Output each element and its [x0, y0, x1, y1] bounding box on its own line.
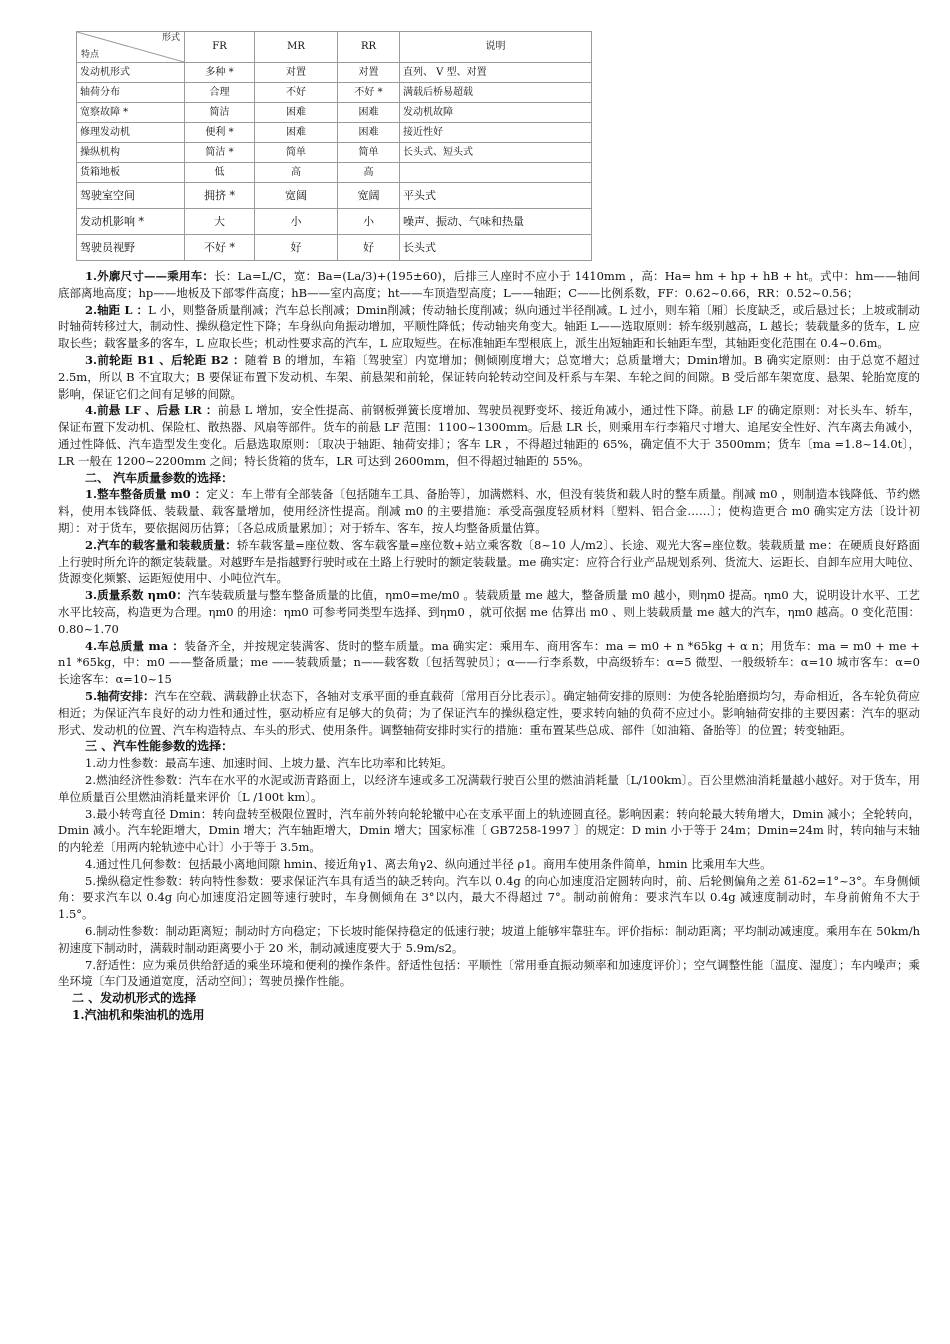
cell-mr: 困难	[255, 123, 338, 143]
cell-rr: 宽阔	[338, 183, 400, 209]
paragraph: 7.舒适性：应为乘员供给舒适的乘坐环境和便利的操作条件。舒适性包括：平顺性〔常用垂直振动频率和加速度评价〕；空气调整性能〔温度、湿度〕；车内噪声；乘坐环境〔车门及通道宽度，活动空间〕；驾驶员操作性能。	[58, 957, 920, 989]
paragraph-lead: 4.前悬 LF 、后悬 LR ：	[85, 403, 218, 418]
cell-fr: 低	[185, 163, 255, 183]
cell-mr: 对置	[255, 63, 338, 83]
row-label: 发动机形式	[77, 63, 185, 83]
body-text	[58, 268, 920, 1024]
cell-note: 平头式	[400, 183, 592, 209]
cell-rr: 困难	[338, 103, 400, 123]
paragraph-lead: 1.外廓尺寸——乘用车：	[85, 269, 215, 283]
cell-mr: 高	[255, 163, 338, 183]
cell-rr: 对置	[338, 63, 400, 83]
paragraph	[58, 402, 920, 469]
cell-rr: 简单	[338, 143, 400, 163]
cell-note: 接近性好	[400, 123, 592, 143]
section-heading: 三 、汽车性能参数的选择：	[85, 739, 234, 754]
table-row	[77, 83, 592, 103]
row-label: 驾驶员视野	[77, 235, 185, 261]
paragraph-lead: 4.车总质量 ma ：	[85, 638, 185, 653]
paragraph: 1.动力性参数：最高车速、加速时间、上坡力量、汽车比功率和比转矩。	[85, 756, 453, 771]
table-corner-cell	[77, 32, 185, 63]
paragraph-text: L 小，则整备质量削减；汽车总长削减；Dmin削减；传动轴长度削减；纵向通过半径削减。L 过小，则车箱〔厢〕长度缺乏，或后悬过长；上坡或制动时轴荷转移过大，制动性、操纵稳定性下降；车身纵向角振动增加，平顺性降低；传动轴夹角变大。轴距 L——选取原则：轿车级别越高，L 越长；装载量多的货车，L 应取长些；载客量多的客车，L 应取长些；机动性要求高的汽车，L 应取短些。在标准轴距车型根底上，派生出短轴距和长轴距车型，其轴距变化范围在 0.4~0.6m。	[58, 302, 920, 351]
paragraph-lead: 5.轴荷安排：	[85, 688, 155, 703]
paragraph-text: 长：La=L/C，宽：Ba=(La/3)+(195±60)，后排三人座时不应小于 1410mm ，高：Ha= hm + hp + hB + ht。式中：hm——轴间底部离地高度；hp——地板及下部零件高度；hB——室内高度；ht——车顶造型高度；L——轴距；C——比例系数，FF：0.62~0.66，RR：0.52~0.56；	[58, 269, 920, 300]
cell-fr: 便利 *	[185, 123, 255, 143]
paragraph	[58, 302, 920, 352]
table-header-row	[77, 32, 592, 63]
paragraph: 3.最小转弯直径 Dmin：转向盘转至极限位置时，汽车前外转向轮轮辙中心在支承平面上的轨迹圆直径。影响因素：转向轮最大转角增大，Dmin 减小；全轮转向，Dmin 减小。汽车轮距增大，Dmin 增大；汽车轴距增大，Dmin 增大；国家标准〔 GB7258-1997 〕的规定：D min 小于等于 24m；Dmin=24m 时，转向轴与末轴的内轮差〔用两内轮轨迹中心计〕小于等于 3.5m。	[58, 806, 920, 855]
paragraph-text: 轿车载客量=座位数、客车载客量=座位数+站立乘客数〔8~10 人/m2〕、长途、观光大客=座位数。装载质量 me：在硬质良好路面上行驶时所允许的额定装载量。对越野车是指越野行驶时或在土路上行驶时的额定装载量。me 确实定：应符合行业产品规划系列、货流大、运距长、自卸车应用大吨位、货源变化频繁、运距短使用中、小吨位汽车。	[58, 537, 920, 586]
cell-note: 长头式	[400, 235, 592, 261]
row-label: 修理发动机	[77, 123, 185, 143]
paragraph	[58, 688, 920, 738]
cell-note	[400, 163, 592, 183]
paragraph-lead: 2.汽车的载客量和装载质量：	[85, 537, 237, 552]
section-heading: 二 、发动机形式的选择	[72, 991, 197, 1006]
cell-mr: 宽阔	[255, 183, 338, 209]
paragraph	[58, 638, 920, 688]
table-row	[77, 183, 592, 209]
paragraph-text: 装备齐全，并按规定装满客、货时的整车质量。ma 确实定：乘用车、商用客车：ma = m0 + n *65kg + α n；用货车：ma = m0 + me + n1 *65kg，中：m0 ——整备质量；me ——装载质量；n——载客数〔包括驾驶员〕；α——行李系数，中高级轿车：α=5 微型、一般级轿车：α=10 城市客车：α=0 长途客车：α=10~15	[58, 638, 920, 687]
row-label: 货箱地板	[77, 163, 185, 183]
cell-fr: 多种 *	[185, 63, 255, 83]
paragraph: 2.燃油经济性参数：汽车在水平的水泥或沥青路面上，以经济车速或多工况满载行驶百公里的燃油消耗量〔L/100km〕。百公里燃油消耗量越小越好。对于货车，用单位质量百公里燃油消耗量来评价〔L /100t km〕。	[58, 772, 920, 804]
paragraph-lead: 2.轴距 L ：	[85, 302, 149, 317]
layout-comparison-table	[76, 31, 592, 261]
row-label: 宽察故障 *	[77, 103, 185, 123]
paragraph	[58, 486, 920, 536]
cell-note: 发动机故障	[400, 103, 592, 123]
corner-bottom-label: 特点	[81, 50, 100, 60]
cell-rr: 高	[338, 163, 400, 183]
table-row	[77, 235, 592, 261]
cell-fr: 简洁	[185, 103, 255, 123]
cell-rr: 困难	[338, 123, 400, 143]
cell-fr: 简洁 *	[185, 143, 255, 163]
header-note: 说明	[400, 32, 592, 63]
paragraph-text: 汽车在空载、满载静止状态下，各轴对支承平面的垂直载荷〔常用百分比表示〕。确定轴荷安排的原则：为使各轮胎磨损均匀，寿命相近，各车轮负荷应相近；为保证汽车良好的动力性和通过性，驱动桥应有足够大的负荷；为了保证汽车的操纵稳定性，要求转向轴的负荷不应过小。影响轴荷安排的主要因素：汽车的驱动形式、发动机的位置、汽车构造特点、车头的形式、使用条件。调整轴荷安排时实行的措施：重布置某些总成、部件〔如油箱、备胎等〕的位置；转变轴距。	[58, 688, 920, 737]
row-label: 轴荷分布	[77, 83, 185, 103]
cell-fr: 大	[185, 209, 255, 235]
table-row	[77, 103, 592, 123]
paragraph	[58, 268, 920, 302]
cell-rr: 小	[338, 209, 400, 235]
corner-top-label: 形式	[161, 33, 180, 43]
subsection-heading: 1.汽油机和柴油机的选用	[72, 1008, 205, 1023]
row-label: 操纵机构	[77, 143, 185, 163]
table-row	[77, 123, 592, 143]
paragraph	[58, 352, 920, 402]
cell-rr: 好	[338, 235, 400, 261]
cell-mr: 困难	[255, 103, 338, 123]
cell-fr: 不好 *	[185, 235, 255, 261]
cell-mr: 小	[255, 209, 338, 235]
cell-note: 直列、 V 型、对置	[400, 63, 592, 83]
section-heading: 二、 汽车质量参数的选择：	[85, 470, 234, 485]
paragraph-lead: 3.前轮距 B1 、后轮距 B2 ：	[85, 352, 245, 367]
cell-fr: 合理	[185, 83, 255, 103]
paragraph-lead: 3.质量系数 ηm0：	[85, 588, 188, 603]
paragraph	[58, 587, 920, 637]
paragraph: 4.通过性几何参数：包括最小离地间隙 hmin、接近角γ1、离去角γ2、纵向通过半径 ρ1。商用车使用条件简单，hmin 比乘用车大些。	[85, 856, 772, 871]
row-label: 驾驶室空间	[77, 183, 185, 209]
paragraph: 5.操纵稳定性参数：转向特性参数：要求保证汽车具有适当的缺乏转向。汽车以 0.4g 的向心加速度沿定圆转向时，前、后轮侧偏角之差 δ1-δ2=1°~3°。车身侧倾角：要求汽车以 0.4g 向心加速度沿定圆等速行驶时，车身侧倾角在 3°以内，最大不得超过 7°。制动前俯角：要求汽车以 0.4g 减速度制动时，车身前俯角不大于 1.5°。	[58, 873, 920, 922]
paragraph-text: 前悬 L 增加，安全性提高、前钢板弹簧长度增加、驾驶员视野变坏、接近角减小，通过性下降。前悬 LF 的确定原则：对长头车、轿车，保证布置下发动机、保险杠、散热器、风扇等部件。货车的前悬 LF 范围：1100~1300mm。后悬 LR 长，则乘用车行李箱尺寸增大、追尾安全性好、汽车离去角减小，通过性降低、汽车造型发生变化。后悬选取原则：〔取决于轴距、轴荷安排〕；客车 LR ，不得超过轴距的 65%，确定值不大于 3500mm；货车〔ma =1.8~14.0t〕，LR 一般在 1200~2200mm 之间；特长货箱的货车，LR 可达到 2600mm，但不得超过轴距的 55%。	[58, 403, 920, 468]
cell-fr: 拥挤 *	[185, 183, 255, 209]
row-label: 发动机影响 *	[77, 209, 185, 235]
table-row	[77, 143, 592, 163]
paragraph: 6.制动性参数：制动距离短；制动时方向稳定；下长坡时能保持稳定的低速行驶；坡道上能够牢靠驻车。评价指标：制动距离；平均制动减速度。乘用车在 50km/h 初速度下制动时，满载时制动距离要小于 20 米，制动减速度要大于 5.9m/s2。	[58, 924, 920, 955]
cell-rr: 不好 *	[338, 83, 400, 103]
paragraph	[58, 537, 920, 587]
cell-note: 噪声、振动、气味和热量	[400, 209, 592, 235]
paragraph-text: 汽车装载质量与整车整备质量的比值，ηm0=me/m0 。装载质量 me 越大，整备质量 m0 越小，则ηm0 提高。ηm0 大，说明设计水平、工艺水平比较高，构造更为合理。ηm0 的用途：ηm0 可参考同类型车选择、到ηm0 ，就可依据 me 估算出 m0 、则上装载质量 me 越大的汽车，ηm0 越高。0 变化范围：0.80~1.70	[58, 588, 920, 636]
cell-mr: 简单	[255, 143, 338, 163]
paragraph-lead: 1.整车整备质量 m0 ：	[85, 487, 207, 502]
cell-mr: 不好	[255, 83, 338, 103]
table-row	[77, 63, 592, 83]
paragraph-text: 定义：车上带有全部装备〔包括随车工具、备胎等〕，加满燃料、水，但没有装货和载人时的整车质量。削减 m0 ，则制造本钱降低、节约燃料，使用本钱降低、装载量、载客量增加，使用经济性提高。削减 m0 的主要措施：承受高强度轻质材料〔塑料、铝合金……〕；使构造更合 m0 确实定方法〔设计初期〕：对于货车，要依据阅历估算；〔各总成质量累加〕；对于轿车、客车，按人均整备质量估算。	[58, 487, 920, 535]
paragraph-text: 随着 B 的增加，车箱〔驾驶室〕内宽增加；侧倾刚度增大；总宽增大；总质量增大；Dmin增加。B 确实定原则：由于总宽不超过 2.5m，所以 B 不宜取大；B 要保证布置下发动机、车架、前悬架和前轮，保证转向轮转动空间及杆系与车架、车轮之间的间隙。B 受后部车架宽度、悬架、轮胎宽度的影响，保证它们之间有足够的间隙。	[58, 352, 920, 401]
header-rr: RR	[338, 32, 400, 63]
cell-note: 满载后桥易超载	[400, 83, 592, 103]
header-mr: MR	[255, 32, 338, 63]
table-row	[77, 163, 592, 183]
table-row	[77, 209, 592, 235]
cell-note: 长头式、短头式	[400, 143, 592, 163]
header-fr: FR	[185, 32, 255, 63]
cell-mr: 好	[255, 235, 338, 261]
